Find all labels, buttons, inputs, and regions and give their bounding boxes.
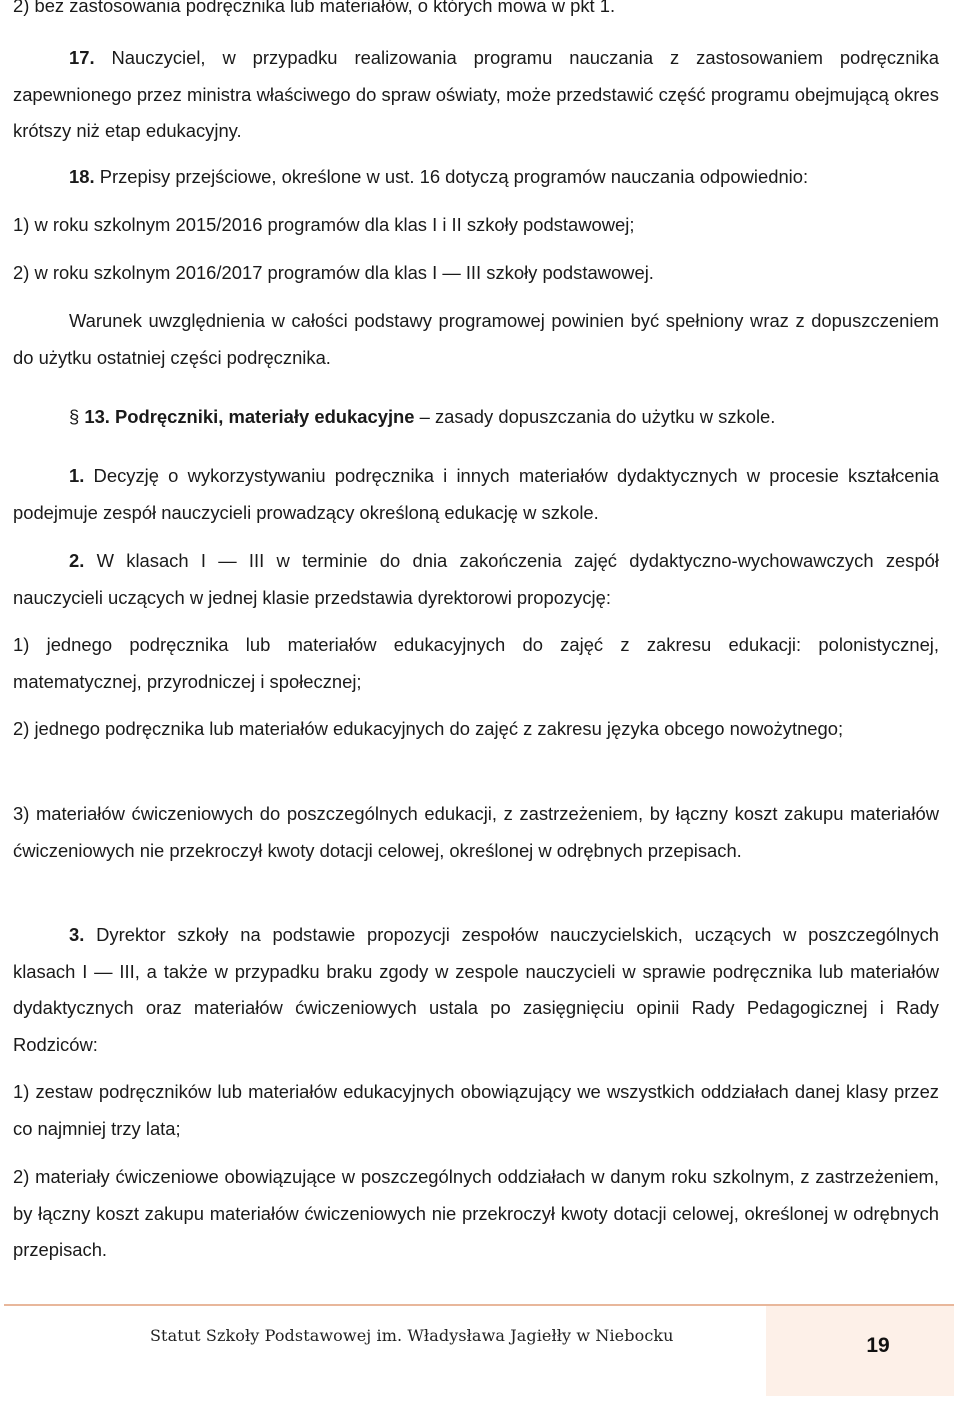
paragraph-text: 1) w roku szkolnym 2015/2016 programów dla klas I i II szkoły podstawowej;	[13, 214, 635, 235]
paragraph	[13, 917, 939, 1063]
paragraph	[13, 711, 939, 748]
paragraph	[13, 40, 939, 150]
paragraph	[13, 1074, 939, 1147]
paragraph-text: Dyrektor szkoły na podstawie propozycji zespołów nauczycielskich, uczących w poszczególnych klasach I — III, a także w przypadku braku zgody w zespole nauczycieli w sprawie podręcznika lub materiałów dydaktycznych oraz materiałów ćwiczeniowych ustala po zasięgnięciu opinii Rady Pedagogicznej i Rady Rodziców:	[13, 924, 939, 1055]
paragraph-text: 2) w roku szkolnym 2016/2017 programów dla klas I — III szkoły podstawowej.	[13, 262, 654, 283]
paragraph-text: 2) jednego podręcznika lub materiałów edukacyjnych do zajęć z zakresu języka obcego nowożytnego;	[13, 718, 844, 739]
paragraph	[13, 796, 939, 869]
page-number: 19	[866, 1334, 890, 1357]
paragraph-text: Decyzję o wykorzystywaniu podręcznika i innych materiałów dydaktycznych w procesie kształcenia podejmuje zespół nauczycieli prowadzący określoną edukację w szkole.	[13, 465, 939, 523]
paragraph	[13, 627, 939, 700]
footer-title: Statut Szkoły Podstawowej im. Władysława Jagiełły w Niebocku	[150, 1326, 674, 1345]
paragraph-number: 3.	[69, 924, 85, 945]
paragraph-text: § 13. Podręczniki, materiały edukacyjne – zasady dopuszczania do użytku w szkole.	[69, 406, 776, 427]
paragraph-number: 1.	[69, 465, 85, 486]
paragraph	[13, 255, 939, 292]
paragraph-text: 2) materiały ćwiczeniowe obowiązujące w poszczególnych oddziałach w danym roku szkolnym, z zastrzeżeniem, by łączny koszt zakupu materiałów ćwiczeniowych nie przekroczył kwoty dotacji celowej, określonej w odrębnych przepisach.	[13, 1166, 939, 1260]
paragraph-number: 18.	[69, 166, 95, 187]
paragraph-text: 1) jednego podręcznika lub materiałów edukacyjnych do zajęć z zakresu edukacji: polonistycznej, matematycznej, przyrodniczej i społecznej;	[13, 634, 939, 692]
paragraph-text: 2) bez zastosowania podręcznika lub materiałów, o których mowa w pkt 1.	[13, 0, 616, 16]
paragraph-text: W klasach I — III w terminie do dnia zakończenia zajęć dydaktyczno-wychowawczych zespół nauczycieli uczących w jednej klasie przedstawia dyrektorowi propozycję:	[13, 550, 939, 608]
paragraph	[13, 159, 939, 196]
paragraph	[13, 399, 939, 436]
paragraph-text: Warunek uwzględnienia w całości podstawy programowej powinien być spełniony wraz z dopuszczeniem do użytku ostatniej części podręcznika.	[13, 310, 939, 368]
paragraph	[13, 458, 939, 531]
paragraph	[13, 1159, 939, 1269]
paragraph-number: 17.	[69, 47, 95, 68]
page-number-box	[766, 1306, 954, 1396]
paragraph	[13, 543, 939, 616]
paragraph-text: Nauczyciel, w przypadku realizowania programu nauczania z zastosowaniem podręcznika zapewnionego przez ministra właściwego do spraw oświaty, może przedstawić część programu obejmującą okres krótszy niż etap edukacyjny.	[13, 47, 939, 141]
paragraph-text: 3) materiałów ćwiczeniowych do poszczególnych edukacji, z zastrzeżeniem, by łączny koszt zakupu materiałów ćwiczeniowych nie przekroczył kwoty dotacji celowej, określonej w odrębnych przepisach.	[13, 803, 939, 861]
paragraph	[13, 207, 939, 244]
paragraph	[13, 303, 939, 376]
paragraph-number: 2.	[69, 550, 85, 571]
paragraph	[13, 0, 939, 25]
paragraph-text: Przepisy przejściowe, określone w ust. 16 dotyczą programów nauczania odpowiednio:	[94, 166, 809, 187]
paragraph-text: 1) zestaw podręczników lub materiałów edukacyjnych obowiązujący we wszystkich oddziałach danej klasy przez co najmniej trzy lata;	[13, 1081, 939, 1139]
